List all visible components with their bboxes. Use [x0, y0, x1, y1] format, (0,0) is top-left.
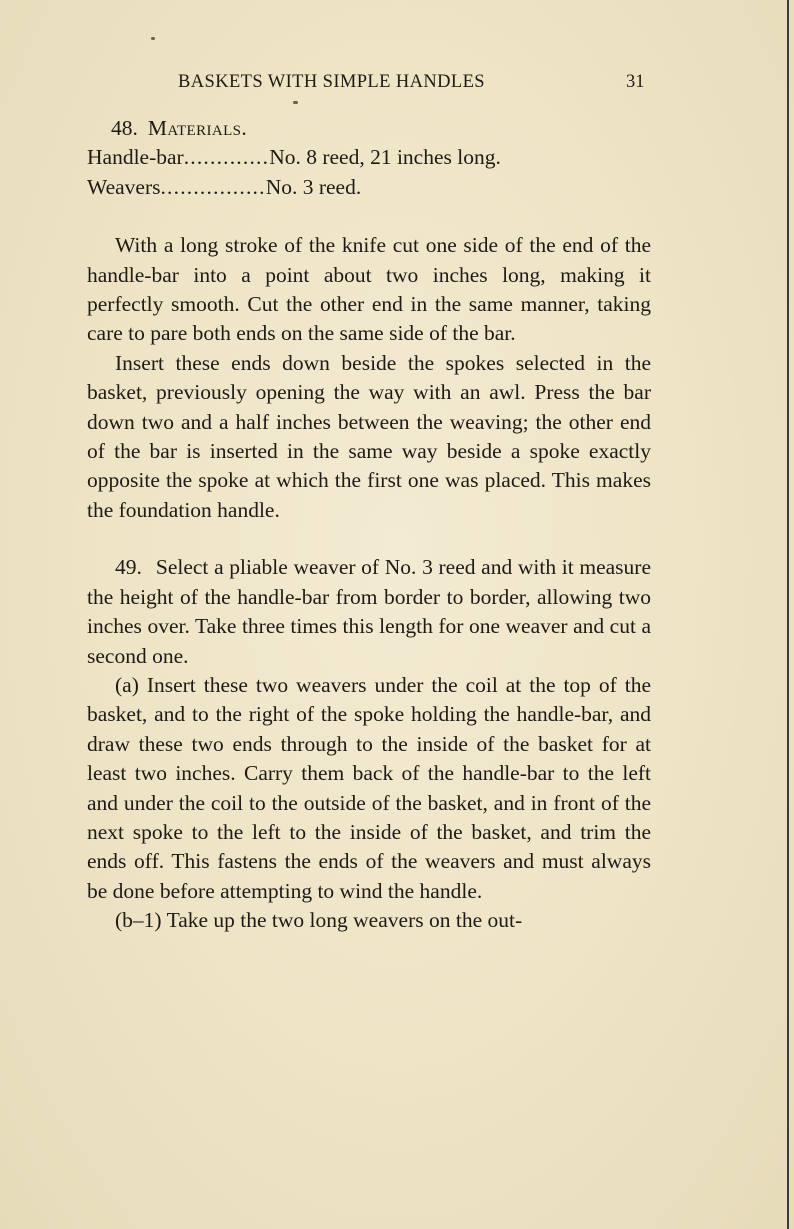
- paragraph-insert-ends: Insert these ends down beside the spokes selected in the basket, previously opening the way with an awl. Press the bar down two and a half inches between the weaving; the other end of the bar is inserted in the same way beside a spoke exactly opposite the spoke at which the first one was placed. This makes the foundation handle.: [87, 350, 651, 522]
- step-b1-label: (b–1): [115, 908, 162, 933]
- section-number: 48.: [111, 116, 138, 140]
- material-spec: No. 8 reed, 21 inches long.: [269, 145, 501, 170]
- running-title: BASKETS WITH SIMPLE HANDLES: [178, 72, 485, 92]
- material-spec: No. 3 reed.: [265, 174, 362, 199]
- section-title: Materials.: [147, 116, 248, 140]
- paper-speck: [293, 101, 298, 104]
- material-name: Weavers: [87, 174, 161, 199]
- step-a-paragraph: [87, 671, 651, 906]
- material-name: Handle-bar: [87, 145, 184, 170]
- page-number: 31: [626, 72, 645, 92]
- step-b1-paragraph: [87, 906, 651, 935]
- leader-dots: .............: [183, 145, 270, 170]
- running-header: [178, 72, 664, 100]
- materials-row-handle-bar: [87, 143, 651, 172]
- page-body: [87, 114, 651, 936]
- step-a-text: Insert these two weavers under the coil at the top of the basket, and to the right of the spoke holding the handle-bar, and draw these two ends through to the inside of the basket for at least two inches. Carry them back of the handle-bar to the left and under the coil to the outside of the basket, and in front of the next spoke to the left to the inside of the basket, and trim the ends off. This fastens the ends of the weavers and must always be done before attempting to wind the handle.: [87, 672, 651, 903]
- scan-edge-line: [787, 0, 789, 1229]
- step-a-label: (a): [115, 672, 139, 697]
- section-48-heading: [87, 114, 651, 143]
- section-49-intro: Select a pliable weaver of No. 3 reed and with it measure the height of the handle-bar from border to border, allowing two inches over. Take three times this length for one weaver and cut a second one.: [87, 555, 651, 668]
- materials-row-weavers: [87, 173, 651, 202]
- section-49-paragraph: [87, 553, 651, 671]
- section-number: 49.: [115, 555, 142, 580]
- paragraph-cut-handle-bar: With a long stroke of the knife cut one side of the end of the handle-bar into a point about two inches long, making it perfectly smooth. Cut the other end in the same manner, taking care to pare both ends on the same side of the bar.: [87, 233, 651, 346]
- step-b1-text: Take up the two long weavers on the out-: [166, 908, 523, 933]
- paper-speck: [151, 37, 155, 40]
- leader-dots: ................: [160, 174, 266, 199]
